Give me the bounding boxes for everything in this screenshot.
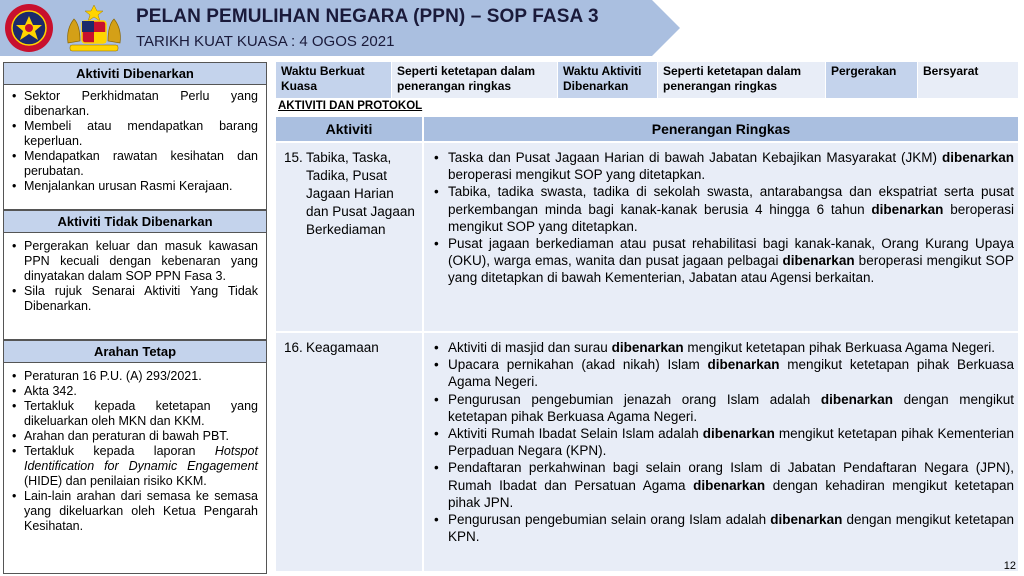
list-item: • Menjalankan urusan Rasmi Kerajaan. [12,179,258,194]
page-title: PELAN PEMULIHAN NEGARA (PPN) – SOP FASA 3 [136,6,599,27]
allowed-activities-list [12,89,258,194]
list-item: • Taska dan Pusat Jagaan Harian di bawah Jabatan Kebajikan Masyarakat (JKM) dibenarkan beroperasi mengikut SOP yang ditetapkan. [432,149,1014,183]
logo-group [4,3,132,53]
not-allowed-activities-list [12,239,258,314]
directives-box [3,340,267,574]
column-header-description: Penerangan Ringkas [422,117,1018,141]
table-row [276,331,1018,571]
row-description-list [432,149,1014,287]
hours-label: Waktu Berkuat Kuasa [276,62,392,98]
info-row [276,62,1018,98]
movement-value: Bersyarat [918,62,1018,98]
list-item: • Pendaftaran perkahwinan bagi selain orang Islam di Jabatan Pendaftaran Negara (JPN), Rumah Ibadat dan Persatuan Agama dibenarkan dengan kehadiran mengikut ketetapan pihak JPN. [432,459,1014,511]
row-number: 16. [284,340,303,355]
section-label: AKTIVITI DAN PROTOKOL [278,100,423,112]
list-item: • Aktiviti Rumah Ibadat Selain Islam adalah dibenarkan mengikut ketetapan pihak Kementerian Perpaduan Negara (KPN). [432,425,1014,459]
list-item: • Lain-lain arahan dari semasa ke semasa yang dikeluarkan oleh Ketua Pengarah Kesihatan. [12,489,258,534]
hide-item-post: (HIDE) dan penilaian risiko KKM. [24,474,207,488]
row-number: 15. [284,150,303,165]
list-item: • Tertakluk kepada ketetapan yang dikeluarkan oleh MKN dan KKM. [12,399,258,429]
list-item: • Pengurusan pengebumian selain orang Islam adalah dibenarkan dengan mengikut ketetapan KPN. [432,511,1014,545]
list-item: • Membeli atau mendapatkan barang keperluan. [12,119,258,149]
table-row [276,141,1018,331]
row-activity: Keagamaan [306,340,379,355]
list-item: • Aktiviti di masjid dan surau dibenarkan mengikut ketetapan pihak Berkuasa Agama Negeri. [432,339,1014,356]
list-item: • Mendapatkan rawatan kesihatan dan perubatan. [12,149,258,179]
list-item: • Tabika, tadika swasta, tadika di sekolah swasta, antarabangsa dan ekspatriat serta pusat perkembangan minda bagi kanak-kanak berusia 4 hingga 6 tahun dibenarkan beroperasi mengikut SOP yang ditetapkan. [432,183,1014,235]
movement-label: Pergerakan [826,62,918,98]
activity-hours-label: Waktu Aktiviti Dibenarkan [558,62,658,98]
list-item [12,444,258,489]
list-item: • Arahan dan peraturan di bawah PBT. [12,429,258,444]
hide-item-pre: Tertakluk kepada laporan [24,444,215,458]
activities-table [276,117,1018,571]
activity-hours-value: Seperti ketetapan dalam penerangan ringkas [658,62,826,98]
list-item: • Pusat jagaan berkediaman atau pusat rehabilitasi bagi kanak-kanak, Orang Kurang Upaya (OKU), warga emas, wanita dan pusat jagaan pelbagai dibenarkan beroperasi mengikut SOP yang ditetapkan di bawah Kementerian, Jabatan atau Agensi berkaitan. [432,235,1014,287]
table-header [276,117,1018,141]
left-panel [3,62,267,574]
mkn-emblem-icon [4,3,54,53]
list-item: • Peraturan 16 P.U. (A) 293/2021. [12,369,258,384]
list-item: • Upacara pernikahan (akad nikah) Islam dibenarkan mengikut ketetapan pihak Berkuasa Agama Negeri. [432,356,1014,390]
list-item: • Pengurusan pengebumian jenazah orang Islam adalah dibenarkan dengan mengikut ketetapan pihak Berkuasa Agama Negeri. [432,391,1014,425]
directives-heading: Arahan Tetap [3,340,267,363]
list-item: • Sila rujuk Senarai Aktiviti Yang Tidak Dibenarkan. [12,284,258,314]
list-item: • Sektor Perkhidmatan Perlu yang dibenarkan. [12,89,258,119]
hide-item-italic: Hotspot Identification for Dynamic Engagement [24,444,258,473]
page-number: 12 [1003,560,1016,572]
column-header-activity: Aktiviti [325,121,373,137]
not-allowed-activities-box [3,210,267,340]
list-item: • Pergerakan keluar dan masuk kawasan PPN kecuali dengan kebenaran yang dinyatakan dalam SOP PPN Fasa 3. [12,239,258,284]
not-allowed-activities-heading: Aktiviti Tidak Dibenarkan [3,210,267,233]
allowed-activities-box [3,62,267,210]
allowed-activities-heading: Aktiviti Dibenarkan [3,62,267,85]
list-item: • Akta 342. [12,384,258,399]
hours-value: Seperti ketetapan dalam penerangan ringkas [392,62,558,98]
malaysia-coat-of-arms-icon [62,3,126,53]
row-description-list [432,339,1014,545]
page-subtitle: TARIKH KUAT KUASA : 4 OGOS 2021 [136,33,395,50]
directives-list [12,369,258,534]
row-activity: Tabika, Taska, Tadika, Pusat Jagaan Harian dan Pusat Jagaan Berkediaman [306,150,415,237]
